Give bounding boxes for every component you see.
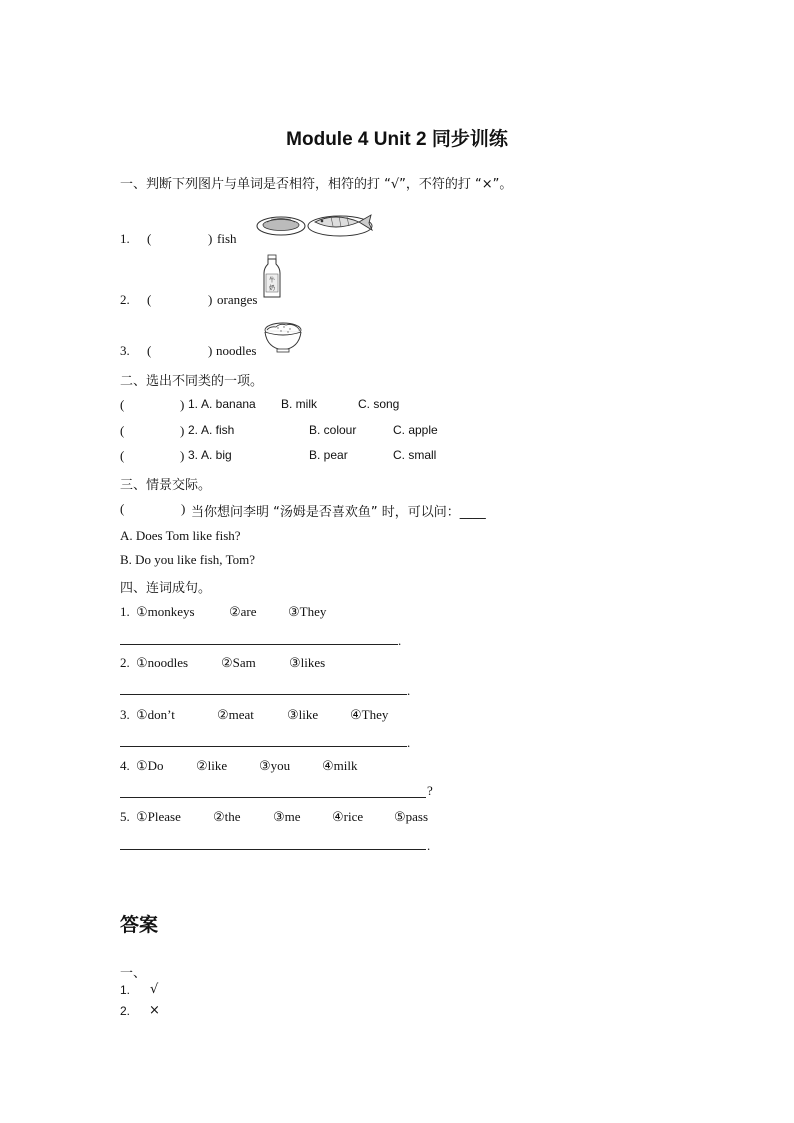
situation-question: 当你想问李明 “汤姆是否喜欢鱼” 时，可以问：____ — [191, 505, 486, 520]
section1-heading: 一、判断下列图片与单词是否相符，相符的打 “√”，不符的打 “×”。 — [120, 177, 513, 192]
answer-paren-close: ) — [208, 343, 213, 358]
answer-paren-close: ) — [180, 397, 185, 412]
word-chip: ②Sam — [221, 655, 256, 670]
item-number: 4. — [120, 758, 130, 773]
word-chip: ④They — [350, 707, 389, 722]
answer-paren-open[interactable]: ( — [147, 292, 152, 307]
answer-paren-open[interactable]: ( — [147, 343, 152, 358]
item-number: 1. — [120, 604, 130, 619]
answer-paren-close: ) — [180, 448, 185, 463]
item-number: 2. — [120, 1004, 131, 1018]
word-chip: ③me — [273, 809, 301, 824]
answer-paren-close: ) — [180, 423, 185, 438]
word-chip: ③like — [287, 707, 319, 722]
item-number: 3. — [188, 448, 199, 462]
word-chip: ③you — [259, 758, 291, 773]
section4-heading: 四、连词成句。 — [120, 581, 212, 596]
option-b: B. Do you like fish, Tom? — [120, 552, 255, 567]
word-chip: ②the — [213, 809, 241, 824]
word-chip: ①Do — [136, 758, 164, 773]
answer-line[interactable] — [120, 797, 426, 798]
answer-paren-open[interactable]: ( — [147, 231, 152, 246]
word-chip: ④rice — [332, 809, 364, 824]
answer-paren-open[interactable]: ( — [120, 448, 125, 463]
option-a: A. banana — [201, 397, 256, 411]
answer-line[interactable] — [120, 644, 398, 645]
answer-paren-close: ) — [208, 292, 213, 307]
milk-bottle-icon — [262, 254, 282, 300]
word-chip: ①don’t — [136, 707, 175, 722]
word-chip: ②are — [229, 604, 257, 619]
option-c: C. small — [393, 448, 437, 462]
sentence-end: . — [407, 683, 411, 698]
answer-mark: √ — [150, 982, 159, 997]
item-number: 1. — [120, 983, 131, 997]
svg-text:奶: 奶 — [268, 285, 276, 292]
item-number: 5. — [120, 809, 130, 824]
section3-heading: 三、情景交际。 — [120, 478, 212, 493]
word-chip: ④milk — [322, 758, 358, 773]
option-b: B. milk — [281, 397, 317, 411]
answers-subheading: 一、 — [120, 966, 147, 981]
answers-heading: 答案 — [120, 914, 159, 936]
item-word: noodles — [216, 343, 257, 358]
word-chip: ①Please — [136, 809, 181, 824]
word-chip: ①monkeys — [136, 604, 195, 619]
sentence-end: ? — [427, 783, 433, 798]
sentence-end: . — [427, 838, 431, 853]
item-number: 3. — [120, 707, 130, 722]
item-number: 3. — [120, 343, 130, 358]
answer-paren-close: ) — [208, 231, 213, 246]
item-number: 2. — [120, 655, 130, 670]
option-c: C. song — [358, 397, 400, 411]
answer-mark: × — [149, 1003, 160, 1018]
word-chip: ②like — [196, 758, 228, 773]
word-chip: ⑤pass — [394, 809, 429, 824]
item-word: fish — [217, 231, 237, 246]
answer-paren-open[interactable]: ( — [120, 423, 125, 438]
item-number: 1. — [120, 231, 130, 246]
answer-paren-open[interactable]: ( — [120, 397, 125, 412]
option-a: A. Does Tom like fish? — [120, 528, 241, 543]
sentence-end: . — [398, 633, 402, 648]
answer-line[interactable] — [120, 849, 426, 850]
item-number: 2. — [120, 292, 130, 307]
option-a: A. fish — [201, 423, 235, 437]
option-b: B. colour — [309, 423, 357, 437]
svg-text:牛: 牛 — [268, 277, 276, 284]
word-chip: ③They — [288, 604, 327, 619]
answer-paren-close: ) — [181, 501, 186, 516]
word-chip: ①noodles — [136, 655, 189, 670]
answer-line[interactable] — [120, 746, 407, 747]
word-chip: ③likes — [289, 655, 326, 670]
rice-bowl-icon — [262, 318, 304, 354]
option-c: C. apple — [393, 423, 438, 437]
answer-paren-open[interactable]: ( — [120, 501, 125, 516]
section2-heading: 二、选出不同类的一项。 — [120, 374, 264, 389]
sentence-end: . — [407, 735, 411, 750]
word-chip: ②meat — [217, 707, 254, 722]
item-number: 1. — [188, 397, 199, 411]
option-a: A. big — [201, 448, 232, 462]
answer-line[interactable] — [120, 694, 407, 695]
fish-on-plates-icon — [255, 206, 375, 238]
item-number: 2. — [188, 423, 199, 437]
option-b: B. pear — [309, 448, 348, 462]
item-word: oranges — [217, 292, 258, 307]
page-title: Module 4 Unit 2 同步训练 — [286, 129, 508, 150]
